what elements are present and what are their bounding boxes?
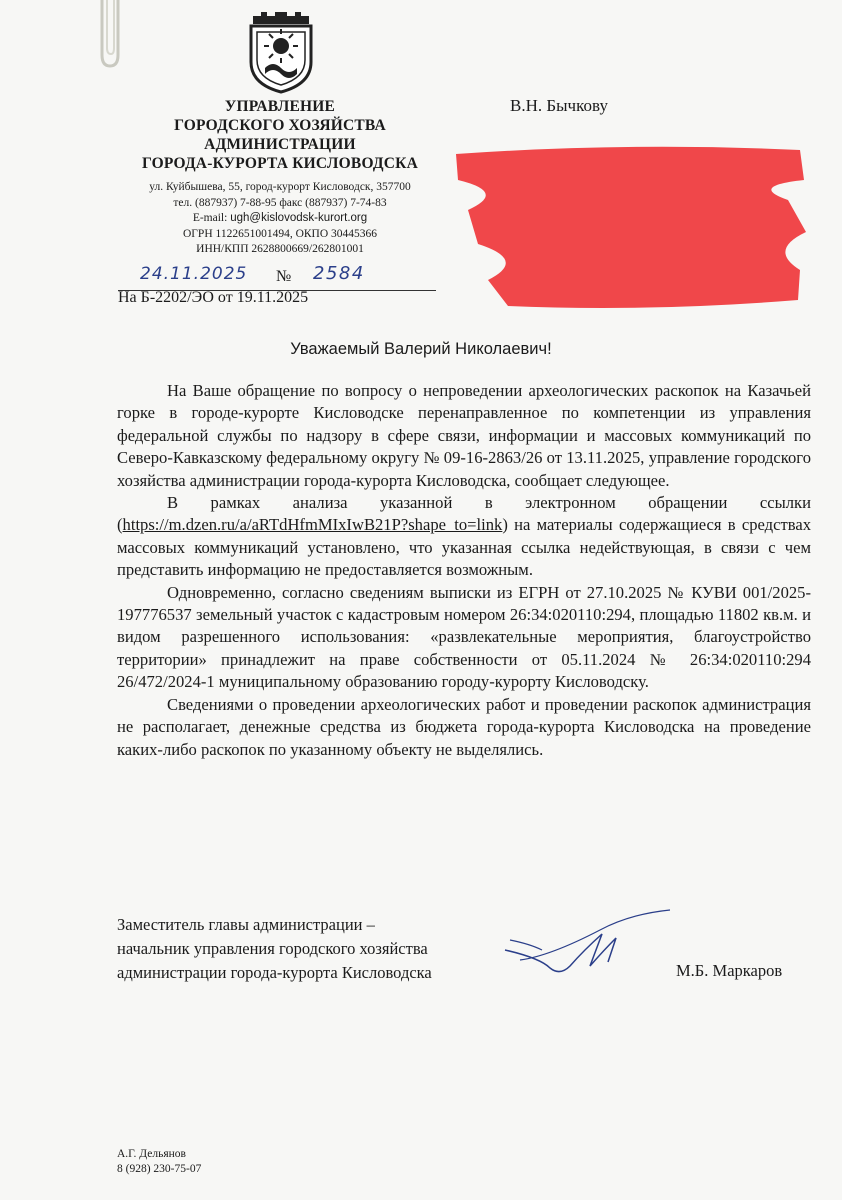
organization-contacts — [120, 180, 440, 258]
redaction-scribble — [448, 140, 810, 312]
paperclip-icon — [92, 0, 126, 70]
org-line-2: ГОРОДСКОГО ХОЗЯЙСТВА — [174, 117, 386, 134]
executor-info — [117, 1147, 201, 1177]
org-line-3: АДМИНИСТРАЦИИ — [204, 136, 356, 153]
inn-kpp: ИНН/КПП 2628800669/262801001 — [196, 243, 364, 255]
signatory-line-3: администрации города-курорта Кисловодска — [117, 963, 432, 982]
paragraph-2-rest: ) на материалы содержащиеся в средствах массовых коммуникаций установлено, что указанная ссылка недействующая, в связи с чем представить информацию не предоставляется возможным. — [117, 515, 811, 580]
signatory-title — [117, 913, 432, 985]
signatory-line-1: Заместитель главы администрации – — [117, 915, 375, 934]
organization-name — [120, 97, 440, 173]
email-address: ugh@kislovodsk-kurort.org — [230, 212, 368, 224]
paragraph-2 — [117, 492, 811, 582]
phone-fax: тел. (887937) 7-88-95 факс (887937) 7-74-83 — [173, 196, 387, 209]
executor-phone: 8 (928) 230-75-07 — [117, 1163, 202, 1175]
signatory-line-2: начальник управления городского хозяйства — [117, 939, 428, 958]
registration-date: 24.11.2025 — [140, 264, 248, 284]
paragraph-3: Одновременно, согласно сведениям выписки из ЕГРН от 27.10.2025 № КУВИ 001/2025-197776537 земельный участок с кадастровым номером 26:34:020110:294, площадью 11802 кв.м. и видом разрешенного использования: «развлекательные мероприятия, благоустройство территории» принадлежит на праве собственности от 05.11.2024 № 26:34:020110:294 26/472/2024-1 муниципальному образованию городу-курорту Кисловодску. — [117, 582, 811, 692]
email-line — [120, 211, 440, 227]
registration-number: 2584 — [313, 263, 365, 284]
ogrn-okpo: ОГРН 1122651001494, ОКПО 30445366 — [182, 227, 378, 240]
handwritten-signature — [480, 900, 680, 990]
signatory-name: М.Б. Маркаров — [676, 961, 783, 980]
letter-body — [117, 380, 811, 761]
paragraph-1: На Ваше обращение по вопросу о непроведении археологических раскопок на Казачьей горке в городе-курорте Кисловодске перенаправленное по компетенции из управления федеральной службы по надзору в сфере связи, информации и массовых коммуникаций по Северо-Кавказскому федеральному округу № 09-16-2863/26 от 13.11.2025, управление городского хозяйства администрации города-курорта Кисловодска, сообщает следующее. — [117, 381, 811, 490]
paragraph-4: Сведениями о проведении археологических работ и проведении раскопок администрация не располагает, денежные средства из бюджета города-курорта Кисловодска на проведение каких-либо раскопок по указанному объекту не выделялись. — [117, 694, 811, 759]
salutation: Уважаемый Валерий Николаевич! — [290, 340, 552, 358]
org-line-4: ГОРОДА-КУРОРТА КИСЛОВОДСКА — [141, 155, 419, 172]
reference-line: На Б-2202/ЭО от 19.11.2025 — [118, 289, 309, 306]
registration-line — [118, 263, 436, 291]
org-line-1: УПРАВЛЕНИЕ — [224, 98, 336, 115]
address: ул. Куйбышева, 55, город-курорт Кисловодск, 357700 — [149, 181, 411, 193]
dzen-link[interactable]: https://m.dzen.ru/a/aRTdHfmMIxIwB21P?shape_to=link — [122, 515, 503, 535]
recipient-name: В.Н. Бычкову — [510, 96, 608, 115]
city-emblem-icon — [243, 10, 319, 94]
number-sign: № — [276, 268, 292, 285]
executor-name: А.Г. Дельянов — [117, 1148, 186, 1160]
paragraph-2-intro: В рамках анализа указанной в электронном обращении ссылки ( — [117, 493, 811, 535]
email-label: E-mail: — [192, 212, 228, 224]
